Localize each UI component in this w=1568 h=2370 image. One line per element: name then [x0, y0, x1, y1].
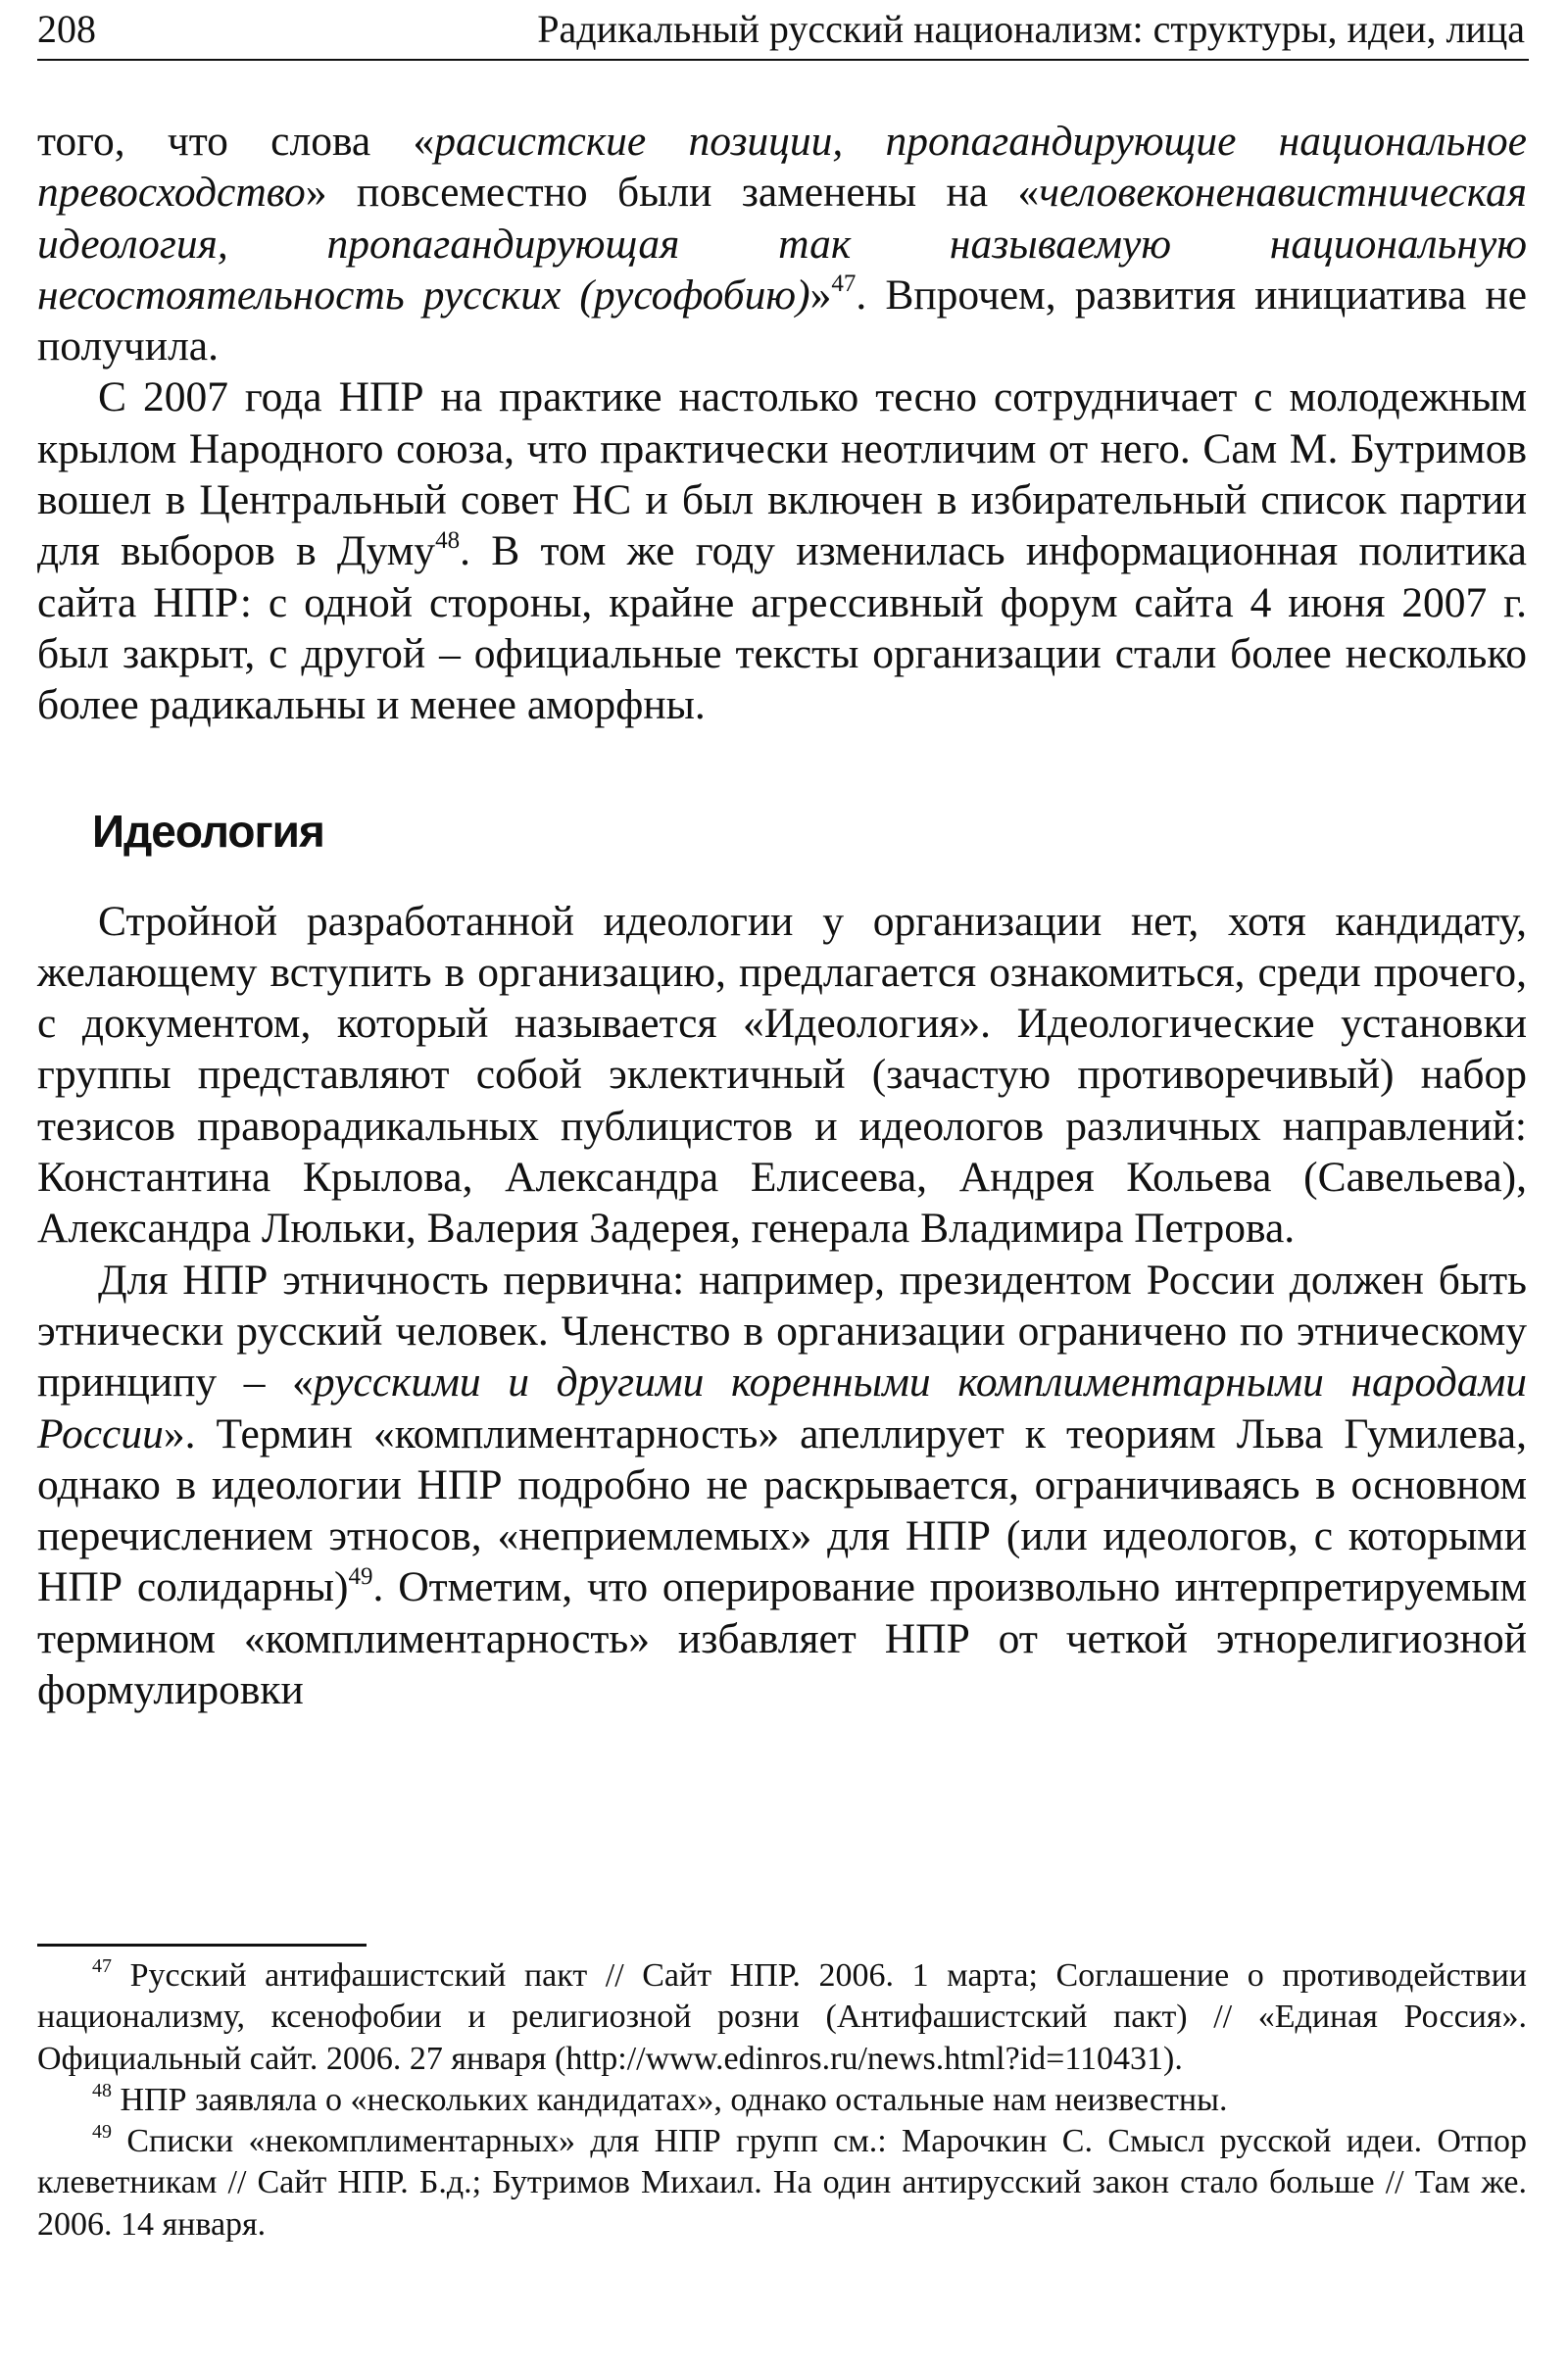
section-heading: Идеология: [92, 805, 324, 857]
footnote-number: 47: [92, 1954, 112, 1977]
quote-italic: русскими и другими коренными комплиментарными народами России: [37, 1358, 1527, 1457]
running-header: [37, 2, 1529, 61]
paragraph: Для НПР этничность первична: например, президентом России должен быть этнически русский человек. Членство в организации ограничено по этническому принципу – «русскими и другими коренными комплиментарными народами России». Термин «комплиментарность» апеллирует к теориям Льва Гумилева, однако в идеологии НПР подробно не раскрывается, ограничиваясь в основном перечислением этносов, «неприемлемых» для НПР (или идеологов, с которыми НПР солидарны)$^{49}$. Отметим, что оперирование произвольно интерпретируемым термином «комплиментарность» избавляет НПР от четкой этнорелигиозной формулировки: [37, 1256, 1527, 1714]
footnote-ref-48[interactable]: 48: [435, 526, 461, 554]
main-text: [37, 116, 1527, 1715]
running-title: Радикальный русский национализм: структуры, идеи, лица: [537, 7, 1525, 51]
footnote-number: 48: [92, 2079, 112, 2101]
footnote: $^{47}$ Русский антифашистский пакт // Сайт НПР. 2006. 1 марта; Соглашение о противодействии национализму, ксенофобии и религиозной розни (Антифашистский пакт) // «Единая Россия». Официальный сайт. 2006. 27 января (http://www.edinros.ru/news.html?id=110431).: [37, 1954, 1528, 2077]
footnote-divider: [37, 1944, 367, 1947]
paragraph: Стройной разработанной идеологии у организации нет, хотя кандидату, желающему вступить в организацию, предлагается ознакомиться, среди прочего, с документом, который называется «Идеология». Идеологические установки группы представляют собой эклектичный (зачастую противоречивый) набор тезисов праворадикальных публицистов и идеологов различных направлений: Константина Крылова, Александра Елисеева, Андрея Кольева (Савельева), Александра Люльки, Валерия Задерея, генерала Владимира Петрова.: [37, 897, 1527, 1253]
footnote-number: 49: [92, 2120, 112, 2143]
footnote: $^{48}$ НПР заявляла о «нескольких кандидатах», однако остальные нам неизвестны.: [92, 2079, 1228, 2118]
footnote-ref-49[interactable]: 49: [348, 1562, 373, 1590]
page-number: 208: [37, 7, 96, 51]
quote-italic: человеконенавистническая идеология, пропагандирующая так называемую национальную несостоятельность русских (русофобию): [37, 169, 1527, 319]
footnotes: [37, 1955, 1527, 2246]
footnote: $^{49}$ Списки «некомплиментарных» для НПР групп см.: Марочкин С. Смысл русской идеи. Отпор клеветникам // Сайт НПР. Б.д.; Бутримов Михаил. На один антирусский закон стало больше // Там же. 2006. 14 января.: [37, 2120, 1527, 2243]
quote-italic: расистские позиции, пропагандирующие национальное превосходство: [37, 118, 1527, 217]
paragraph: С 2007 года НПР на практике настолько тесно сотрудничает с молодежным крылом Народного союза, что практически неотличим от него. Сам М. Бутримов вошел в Центральный совет НС и был включен в избирательный список партии для выборов в Думу$^{48}$. В том же году изменилась информационная политика сайта НПР: с одной стороны, крайне агрессивный форум сайта 4 июня 2007 г. был закрыт, с другой – официальные тексты организации стали более несколько более радикальны и менее аморфны.: [37, 373, 1527, 729]
paragraph-continued: того, что слова «расистские позиции, пропагандирующие национальное превосходство» повсеместно были заменены на «человеконенавистническая идеология, пропагандирующая так называемую национальную несостоятельность русских (русофобию)»$^{47}$. Впрочем, развития инициатива не получила.: [37, 118, 1527, 370]
footnote-ref-47[interactable]: 47: [831, 271, 857, 298]
